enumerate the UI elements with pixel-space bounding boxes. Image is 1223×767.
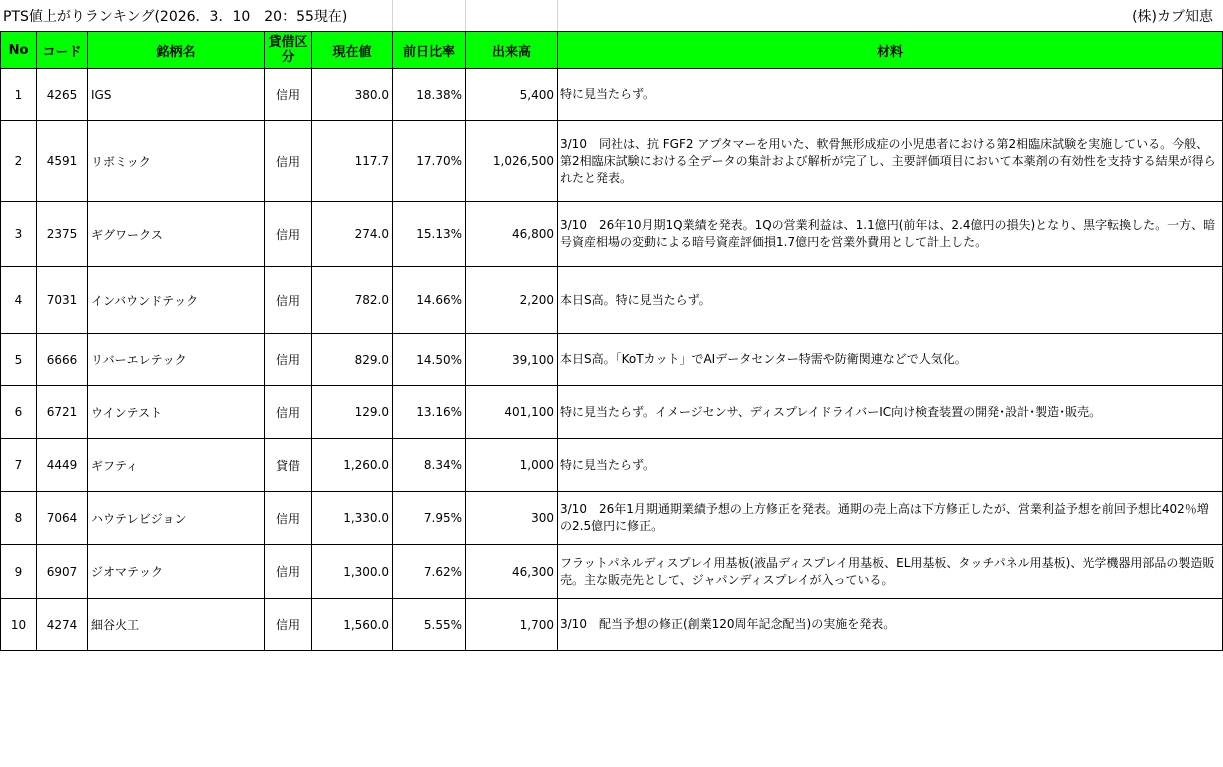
cell-volume: 46,300	[466, 545, 558, 599]
cell-note: 3/10 26年1月期通期業績予想の上方修正を発表。通期の売上高は下方修正したが、営業利益予想を前回予想比402％増の2.5億円に修正。	[558, 492, 1223, 545]
cell-note: フラットパネルディスプレイ用基板(液晶ディスプレイ用基板、EL用基板、タッチパネル用基板)、光学機器用部品の製造販売。主な販売先として、ジャパンディスプレイが入っている。	[558, 545, 1223, 599]
cell-name: リボミック	[88, 121, 265, 202]
cell-change: 14.50%	[393, 334, 466, 386]
gridline	[392, 0, 393, 31]
header-price: 現在値	[312, 32, 393, 69]
cell-note: 特に見当たらず。	[558, 439, 1223, 492]
cell-change: 5.55%	[393, 599, 466, 651]
company-name: (株)カブ知恵	[1132, 9, 1213, 25]
cell-code: 4591	[37, 121, 88, 202]
header-no: No	[1, 32, 37, 69]
header-volume: 出来高	[466, 32, 558, 69]
cell-name: ジオマテック	[88, 545, 265, 599]
cell-margin: 信用	[265, 545, 312, 599]
header-change: 前日比率	[393, 32, 466, 69]
table-row	[1, 545, 1223, 599]
cell-volume: 5,400	[466, 69, 558, 121]
cell-note: 特に見当たらず。イメージセンサ、ディスプレイドライバーIC向け検査装置の開発･設計･製造･販売。	[558, 386, 1223, 439]
cell-margin: 信用	[265, 69, 312, 121]
cell-change: 18.38%	[393, 69, 466, 121]
header-name: 銘柄名	[88, 32, 265, 69]
cell-price: 1,560.0	[312, 599, 393, 651]
cell-code: 6907	[37, 545, 88, 599]
table-row	[1, 386, 1223, 439]
cell-name: インバウンドテック	[88, 267, 265, 334]
cell-no: 4	[1, 267, 37, 334]
cell-code: 6666	[37, 334, 88, 386]
cell-note: 本日S高。「KoTカット」でAIデータセンター特需や防衛関連などで人気化。	[558, 334, 1223, 386]
cell-no: 1	[1, 69, 37, 121]
cell-name: ギフティ	[88, 439, 265, 492]
page-title: PTS値上がりランキング(2026．3．10 20：55現在)	[3, 9, 348, 25]
header-code: コード	[37, 32, 88, 69]
cell-margin: 信用	[265, 334, 312, 386]
table-row	[1, 334, 1223, 386]
cell-no: 7	[1, 439, 37, 492]
title-row	[0, 0, 1223, 31]
cell-change: 14.66%	[393, 267, 466, 334]
cell-no: 3	[1, 202, 37, 267]
table-row	[1, 121, 1223, 202]
cell-volume: 39,100	[466, 334, 558, 386]
cell-margin: 信用	[265, 386, 312, 439]
table-row	[1, 492, 1223, 545]
cell-code: 4449	[37, 439, 88, 492]
cell-name: ウインテスト	[88, 386, 265, 439]
cell-price: 129.0	[312, 386, 393, 439]
cell-code: 6721	[37, 386, 88, 439]
cell-price: 829.0	[312, 334, 393, 386]
cell-code: 7064	[37, 492, 88, 545]
cell-code: 7031	[37, 267, 88, 334]
cell-margin: 信用	[265, 267, 312, 334]
cell-change: 7.95%	[393, 492, 466, 545]
table-row	[1, 439, 1223, 492]
cell-price: 274.0	[312, 202, 393, 267]
cell-volume: 2,200	[466, 267, 558, 334]
cell-change: 7.62%	[393, 545, 466, 599]
cell-margin: 信用	[265, 492, 312, 545]
table-row	[1, 267, 1223, 334]
cell-name: ギグワークス	[88, 202, 265, 267]
table-row	[1, 69, 1223, 121]
cell-no: 6	[1, 386, 37, 439]
cell-volume: 401,100	[466, 386, 558, 439]
cell-price: 1,330.0	[312, 492, 393, 545]
cell-no: 10	[1, 599, 37, 651]
cell-note: 本日S高。特に見当たらず。	[558, 267, 1223, 334]
table-row	[1, 202, 1223, 267]
cell-volume: 1,026,500	[466, 121, 558, 202]
cell-change: 13.16%	[393, 386, 466, 439]
cell-no: 2	[1, 121, 37, 202]
cell-note: 特に見当たらず。	[558, 69, 1223, 121]
cell-price: 1,300.0	[312, 545, 393, 599]
cell-margin: 信用	[265, 202, 312, 267]
cell-note: 3/10 同社は、抗 FGF2 アプタマーを用いた、軟骨無形成症の小児患者における第2相臨床試験を実施している。今般、第2相臨床試験における全データの集計および解析が完了し、主要評価項目において本薬剤の有効性を支持する結果が得られたと発表。	[558, 121, 1223, 202]
cell-code: 4265	[37, 69, 88, 121]
cell-margin: 信用	[265, 121, 312, 202]
cell-name: IGS	[88, 69, 265, 121]
cell-change: 8.34%	[393, 439, 466, 492]
cell-note: 3/10 配当予想の修正(創業120周年記念配当)の実施を発表。	[558, 599, 1223, 651]
cell-price: 1,260.0	[312, 439, 393, 492]
header-margin: 貸借区分	[265, 32, 312, 69]
cell-code: 2375	[37, 202, 88, 267]
ranking-table	[0, 31, 1223, 651]
cell-volume: 1,700	[466, 599, 558, 651]
cell-name: 細谷火工	[88, 599, 265, 651]
cell-code: 4274	[37, 599, 88, 651]
cell-volume: 46,800	[466, 202, 558, 267]
gridline	[557, 0, 558, 31]
cell-margin: 貸借	[265, 439, 312, 492]
header-note: 材料	[558, 32, 1223, 69]
cell-volume: 1,000	[466, 439, 558, 492]
cell-price: 117.7	[312, 121, 393, 202]
cell-note: 3/10 26年10月期1Q業績を発表。1Qの営業利益は、1.1億円(前年は、2.4億円の損失)となり、黒字転換した。一方、暗号資産相場の変動による暗号資産評価損1.7億円を営業外費用として計上した。	[558, 202, 1223, 267]
cell-no: 9	[1, 545, 37, 599]
cell-no: 5	[1, 334, 37, 386]
table-row	[1, 599, 1223, 651]
gridline	[465, 0, 466, 31]
cell-margin: 信用	[265, 599, 312, 651]
cell-name: リバーエレテック	[88, 334, 265, 386]
cell-price: 380.0	[312, 69, 393, 121]
cell-change: 15.13%	[393, 202, 466, 267]
cell-price: 782.0	[312, 267, 393, 334]
cell-name: ハウテレビジョン	[88, 492, 265, 545]
cell-change: 17.70%	[393, 121, 466, 202]
cell-no: 8	[1, 492, 37, 545]
cell-volume: 300	[466, 492, 558, 545]
header-row	[1, 32, 1223, 69]
